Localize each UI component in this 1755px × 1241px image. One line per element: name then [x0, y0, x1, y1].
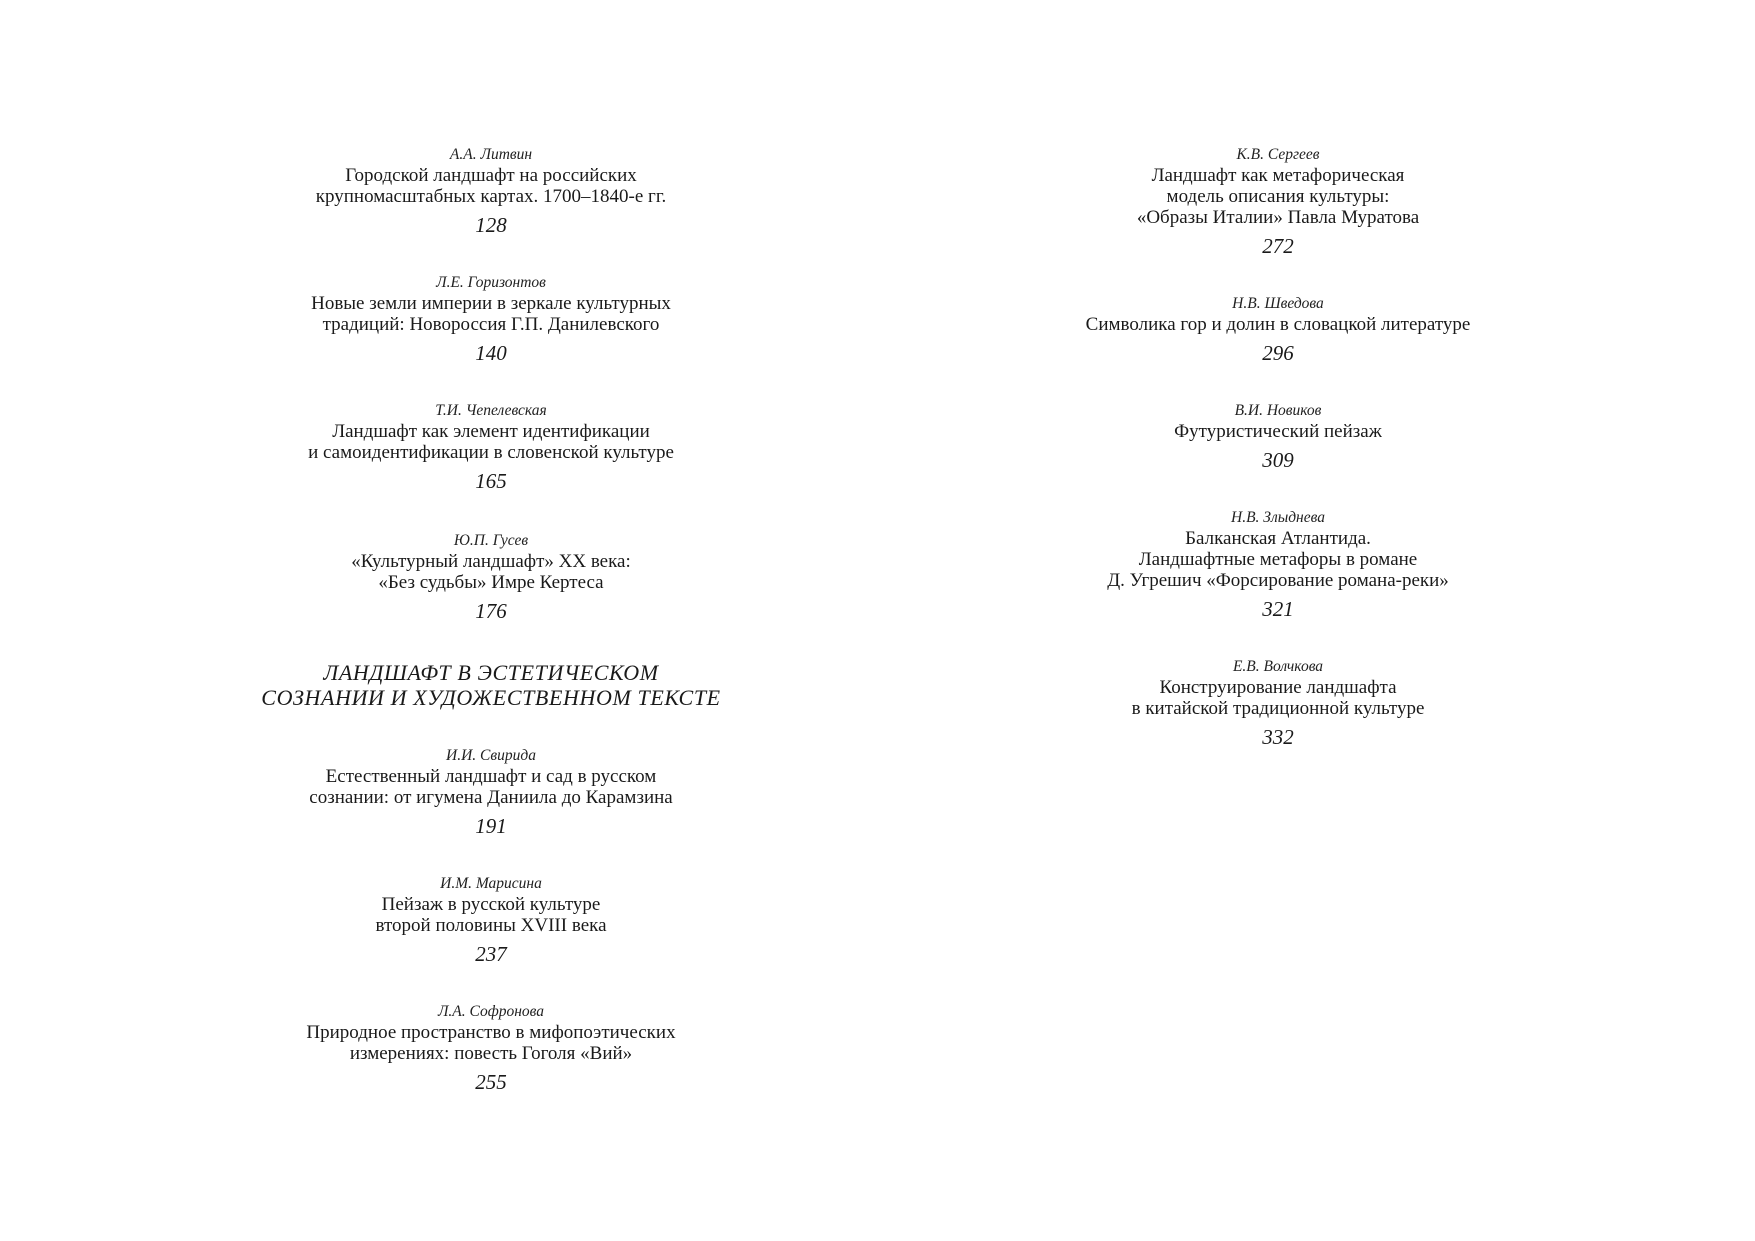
entry-title[interactable]: Ландшафт как метафорическая модель описания культуры: «Образы Италии» Павла Муратова: [1136, 165, 1420, 228]
toc-entry-sergeev[interactable]: [998, 145, 1558, 258]
toc-entry-sofronova[interactable]: [211, 1002, 771, 1094]
entry-title[interactable]: Природное пространство в мифопоэтических измерениях: повесть Гоголя «Вий»: [306, 1022, 676, 1064]
entry-author: Н.В. Шведова: [1232, 295, 1324, 312]
entry-title[interactable]: Конструирование ландшафта в китайской традиционной культуре: [1131, 677, 1425, 719]
toc-entry-shvedova[interactable]: [998, 294, 1558, 365]
toc-entry-zlydneva[interactable]: [998, 508, 1558, 621]
entry-page-number[interactable]: 332: [1262, 725, 1294, 749]
entry-page-number[interactable]: 309: [1262, 448, 1294, 472]
entry-page-number[interactable]: 272: [1262, 234, 1294, 258]
toc-entry-volchkova[interactable]: [998, 657, 1558, 749]
toc-entry-novikov[interactable]: [998, 401, 1558, 472]
entry-page-number[interactable]: 321: [1262, 597, 1294, 621]
toc-entry-gorizontov[interactable]: [211, 273, 771, 365]
entry-title[interactable]: Балканская Атлантида. Ландшафтные метафоры в романе Д. Угрешич «Форсирование романа-реки»: [1107, 528, 1449, 591]
toc-entry-litvin[interactable]: [211, 145, 771, 237]
entry-page-number[interactable]: 296: [1262, 341, 1294, 365]
entry-author: Е.В. Волчкова: [1232, 658, 1324, 675]
section-heading[interactable]: ЛАНДШАФТ В ЭСТЕТИЧЕСКОМ СОЗНАНИИ И ХУДОЖЕСТВЕННОМ ТЕКСТЕ: [261, 660, 721, 710]
entry-title[interactable]: Пейзаж в русской культуре второй половины XVIII века: [375, 894, 607, 936]
entry-author: Л.Е. Горизонтов: [436, 274, 546, 291]
entry-title[interactable]: Футуристический пейзаж: [1174, 421, 1382, 442]
entry-author: В.И. Новиков: [1234, 402, 1322, 419]
entry-page-number[interactable]: 191: [475, 814, 507, 838]
entry-page-number[interactable]: 128: [475, 213, 507, 237]
entry-page-number[interactable]: 165: [475, 469, 507, 493]
entry-title[interactable]: Естественный ландшафт и сад в русском сознании: от игумена Даниила до Карамзина: [309, 766, 673, 808]
entry-title[interactable]: Символика гор и долин в словацкой литературе: [1085, 314, 1471, 335]
entry-title[interactable]: Ландшафт как элемент идентификации и самоидентификации в словенской культуре: [308, 421, 674, 463]
entry-author: Н.В. Злыднева: [1231, 509, 1325, 526]
entry-page-number[interactable]: 255: [475, 1070, 507, 1094]
entry-author: Т.И. Чепелевская: [435, 402, 547, 419]
entry-page-number[interactable]: 140: [475, 341, 507, 365]
entry-page-number[interactable]: 176: [475, 599, 507, 623]
entry-title[interactable]: Городской ландшафт на российских крупномасштабных картах. 1700–1840-е гг.: [315, 165, 667, 207]
entry-author: Л.А. Софронова: [437, 1003, 545, 1020]
toc-entry-marisina[interactable]: [211, 874, 771, 966]
entry-title[interactable]: «Культурный ландшафт» XX века: «Без судьбы» Имре Кертеса: [351, 551, 631, 593]
entry-author: И.И. Свирида: [446, 747, 536, 764]
toc-entry-gusev[interactable]: [211, 531, 771, 623]
entry-author: К.В. Сергеев: [1236, 146, 1320, 163]
entry-title[interactable]: Новые земли империи в зеркале культурных традиций: Новороссия Г.П. Данилевского: [311, 293, 671, 335]
toc-entry-chepelevskaya[interactable]: [211, 401, 771, 493]
entry-page-number[interactable]: 237: [475, 942, 507, 966]
entry-author: Ю.П. Гусев: [453, 532, 529, 549]
entry-author: А.А. Литвин: [449, 146, 533, 163]
entry-author: И.М. Марисина: [440, 875, 542, 892]
toc-entry-svirida[interactable]: [211, 746, 771, 838]
